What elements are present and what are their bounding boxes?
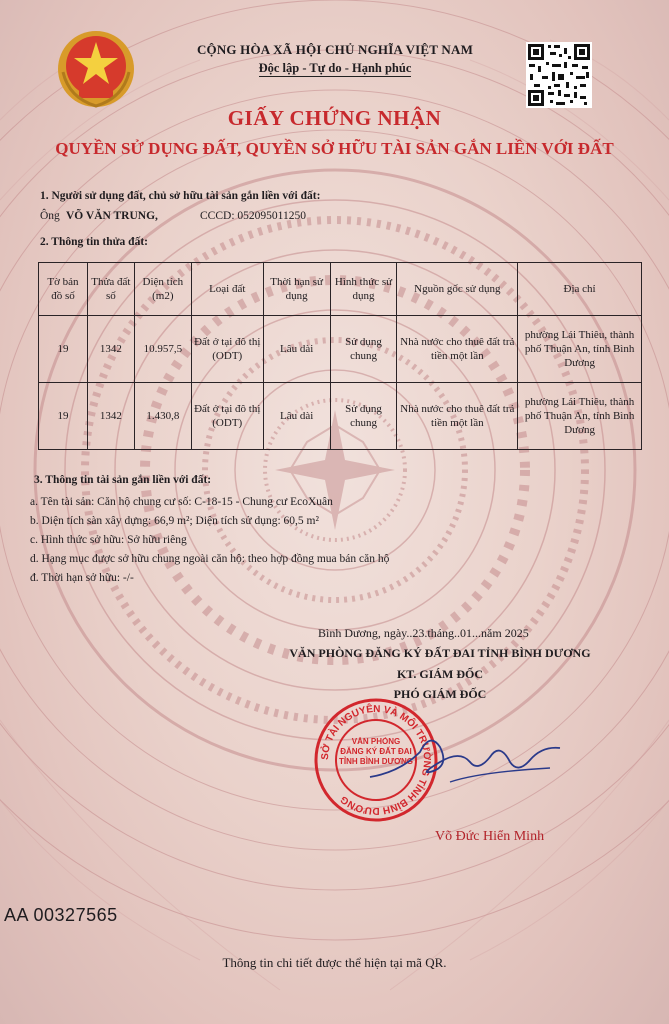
table-cell: 1342 [87, 383, 134, 450]
table-cell: Đất ở tại đô thị (ODT) [191, 316, 263, 383]
table-cell: Lâu dài [263, 383, 330, 450]
seal-ring-text: SỞ TÀI NGUYÊN VÀ MÔI TRƯỜNG TỈNH BÌNH DƯƠNG [319, 703, 433, 817]
ownership-form: c. Hình thức sở hữu: Sở hữu riêng [30, 534, 187, 546]
column-header: Loại đất [191, 263, 263, 316]
table-cell: 1342 [87, 316, 134, 383]
table-cell: 10.957,5 [134, 316, 191, 383]
handwritten-signature [360, 712, 570, 802]
table-cell: 19 [39, 383, 88, 450]
certificate-subtitle: QUYỀN SỬ DỤNG ĐẤT, QUYỀN SỞ HỮU TÀI SẢN GẮN LIỀN VỚI ĐẤT [55, 139, 614, 158]
signer-position: PHÓ GIÁM ĐỐC [393, 687, 487, 701]
table-row [39, 316, 642, 383]
motto [150, 61, 520, 76]
nation-header: CỘNG HÒA XÃ HỘI CHỦ NGHĨA VIỆT NAM [196, 42, 474, 57]
column-header: Thửa đất số [87, 263, 134, 316]
serial-number: AA 00327565 [4, 905, 118, 925]
issuing-office: VĂN PHÒNG ĐĂNG KÝ ĐẤT ĐAI TỈNH BÌNH DƯƠNG [289, 646, 591, 660]
table-cell: phường Lái Thiêu, thành phố Thuận An, tỉnh Bình Dương [518, 383, 642, 450]
ownership-term: đ. Thời hạn sở hữu: -/- [30, 572, 134, 584]
owner-cccd: CCCD: 052095011250 [200, 210, 306, 222]
footer-note: Thông tin chi tiết được thể hiện tại mã QR. [222, 955, 447, 970]
common-ownership: d. Hạng mục được sở hữu chung ngoài căn hộ: theo hợp đồng mua bán căn hộ [30, 553, 390, 565]
table-cell: Nhà nước cho thuê đất trả tiền một lần [397, 316, 518, 383]
asset-name: a. Tên tài sản: Căn hộ chung cư số: C-18-15 - Chung cư EcoXuân [30, 496, 333, 508]
land-parcel-table [38, 262, 642, 450]
national-emblem-icon [55, 28, 137, 110]
column-header: Hình thức sử dụng [330, 263, 397, 316]
certificate-title: GIẤY CHỨNG NHẬN [227, 106, 442, 130]
table-cell: phường Lái Thiêu, thành phố Thuận An, tỉnh Bình Dương [518, 316, 642, 383]
seal-center-text: VĂN PHÒNG ĐĂNG KÝ ĐẤT ĐAI TỈNH BÌNH DƯƠNG [339, 737, 413, 766]
section2-heading: 2. Thông tin thửa đất: [40, 236, 148, 248]
owner-prefix: Ông [40, 210, 60, 222]
column-header: Tờ bản đồ số [39, 263, 88, 316]
asset-area: b. Diện tích sàn xây dựng: 66,9 m²; Diện tích sử dụng: 60,5 m² [30, 515, 319, 527]
issue-date: Bình Dương, ngày..23.tháng..01...năm 2025 [318, 626, 529, 640]
table-header-row [39, 263, 642, 316]
column-header: Nguồn gốc sử dụng [397, 263, 518, 316]
table-cell: Sử dụng chung [330, 316, 397, 383]
qr-code-icon[interactable] [526, 42, 592, 108]
motto-text: Độc lập - Tự do - Hạnh phúc [258, 61, 412, 75]
table-cell: 1.430,8 [134, 383, 191, 450]
column-header: Diện tích (m2) [134, 263, 191, 316]
signer-name: Võ Đức Hiển Minh [435, 829, 545, 844]
table-cell: 19 [39, 316, 88, 383]
column-header: Địa chỉ [518, 263, 642, 316]
owner-name: VÕ VĂN TRUNG, [66, 210, 158, 222]
column-header: Thời hạn sử dụng [263, 263, 330, 316]
table-cell: Đất ở tại đô thị (ODT) [191, 383, 263, 450]
section1-heading: 1. Người sử dụng đất, chủ sở hữu tài sản gắn liền với đất: [40, 190, 321, 202]
section3-heading: 3. Thông tin tài sản gắn liền với đất: [34, 474, 212, 486]
table-row [39, 383, 642, 450]
table-cell: Nhà nước cho thuê đất trả tiền một lần [397, 383, 518, 450]
signer-for: KT. GIÁM ĐỐC [396, 667, 484, 681]
table-cell: Sử dụng chung [330, 383, 397, 450]
table-cell: Lâu dài [263, 316, 330, 383]
